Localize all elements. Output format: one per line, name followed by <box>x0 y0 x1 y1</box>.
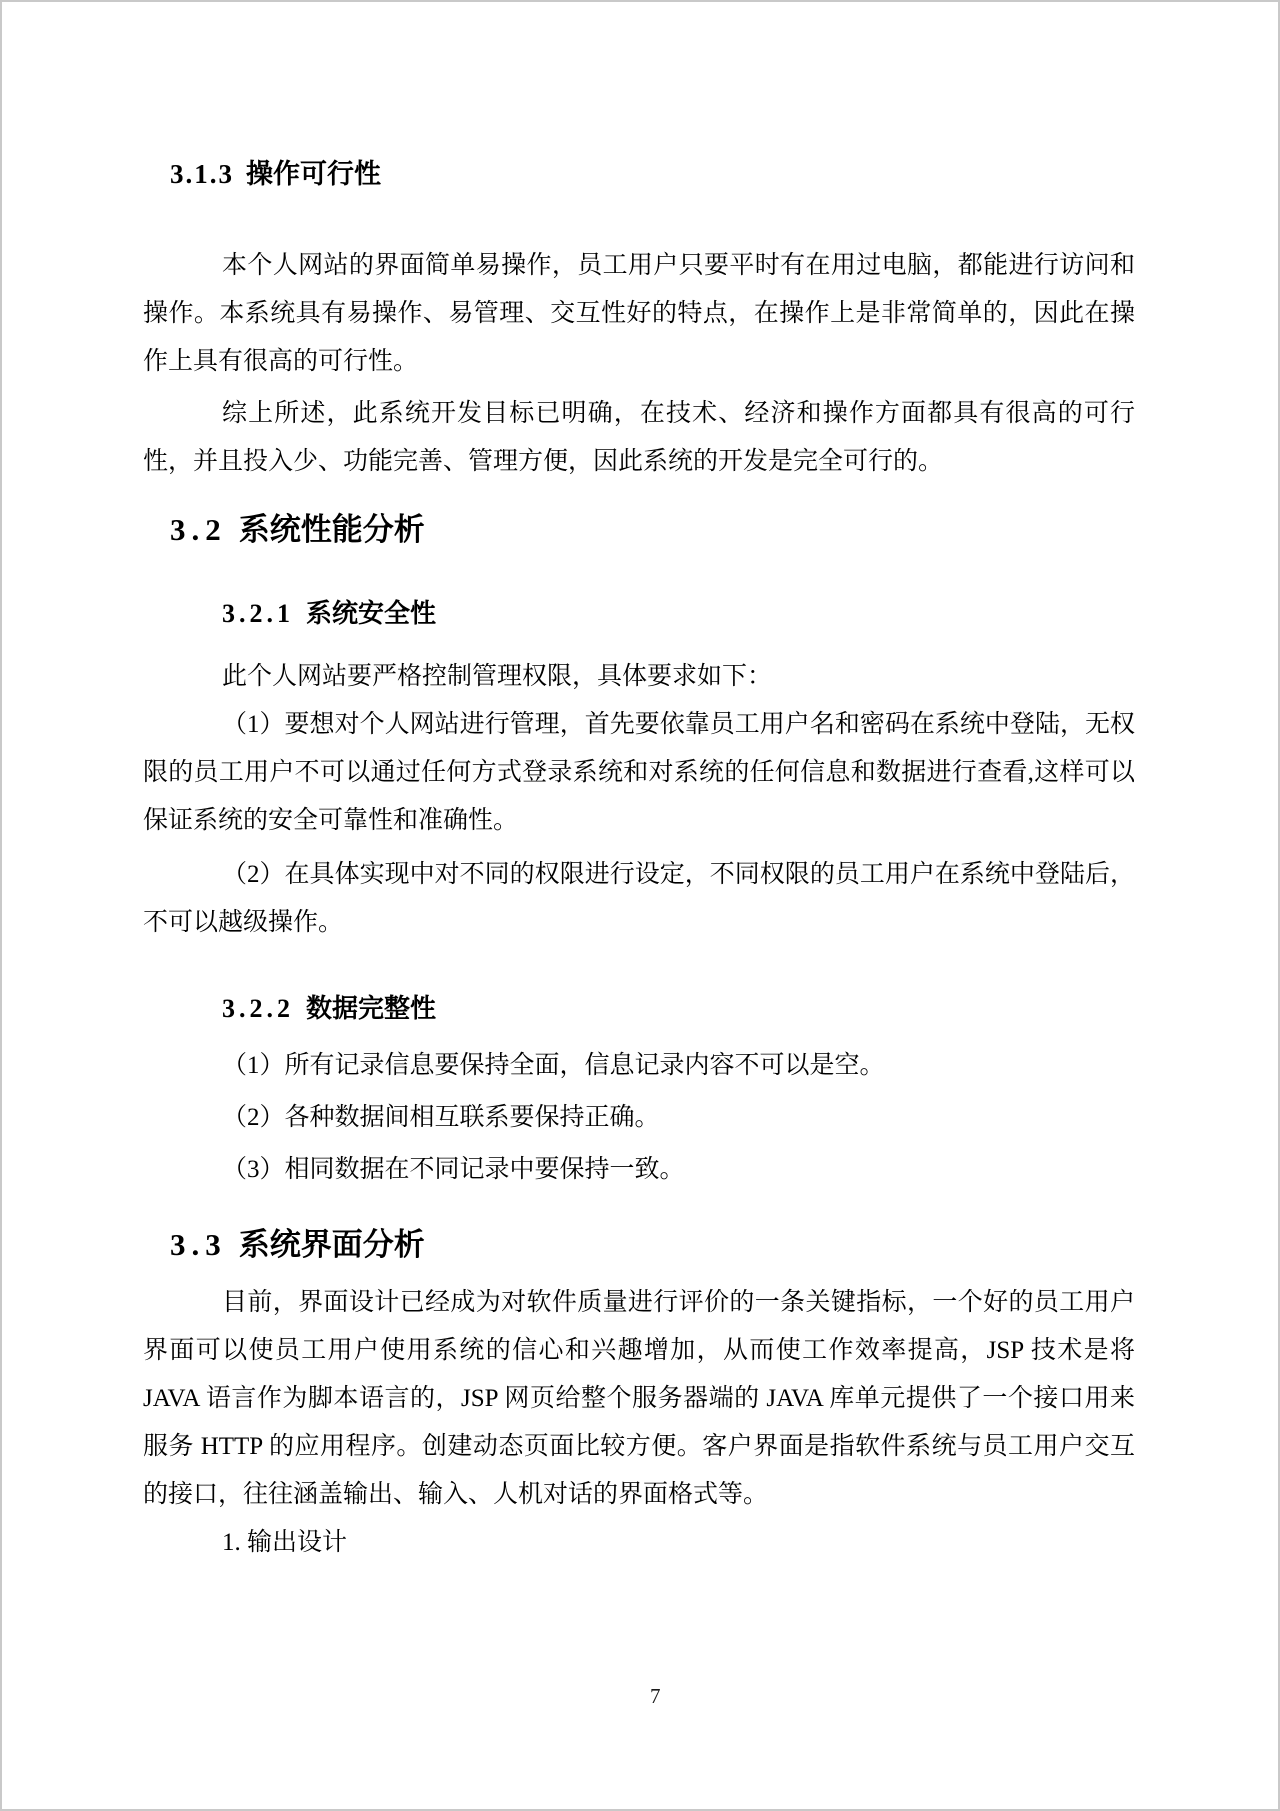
heading-number: 3.2.1 <box>222 599 294 628</box>
heading-label: 系统界面分析 <box>238 1227 425 1262</box>
heading-label: 操作可行性 <box>246 159 381 189</box>
paragraph-security-intro: 此个人网站要严格控制管理权限，具体要求如下： <box>222 663 773 690</box>
heading-label: 系统性能分析 <box>238 512 425 547</box>
paragraph-operation-feasibility-1: 本个人网站的界面简单易操作，员工用户只要平时有在用过电脑，都能进行访问和操作。本系统具有易操作、易管理、交互性好的特点，在操作上是非常简单的，因此在操作上具有很高的可行性。 <box>143 252 1135 375</box>
paragraph-operation-feasibility-2: 综上所述，此系统开发目标已明确，在技术、经济和操作方面都具有很高的可行性，并且投入少、功能完善、管理方便，因此系统的开发是完全可行的。 <box>143 400 1135 475</box>
heading-number: 3.1.3 <box>170 159 234 189</box>
paragraph-security-item-1: （1）要想对个人网站进行管理，首先要依靠员工用户名和密码在系统中登陆，无权限的员工用户不可以通过任何方式登录系统和对系统的任何信息和数据进行查看,这样可以保证系统的安全可靠性和准确性。 <box>143 711 1135 834</box>
heading-3-2-2 <box>222 993 436 1024</box>
heading-label: 数据完整性 <box>306 993 437 1023</box>
heading-number: 3.2 <box>170 512 227 547</box>
paragraph-ui-analysis: 目前，界面设计已经成为对软件质量进行评价的一条关键指标，一个好的员工用户界面可以使员工用户使用系统的信心和兴趣增加，从而使工作效率提高，JSP 技术是将 JAVA 语言作为脚本语言的，JSP 网页给整个服务器端的 JAVA 库单元提供了一个接口用来服务 HTTP 的应用程序。创建动态页面比较方便。客户界面是指软件系统与员工用户交互的接口，往往涵盖输出、输入、人机对话的界面格式等。 <box>143 1289 1135 1508</box>
paragraph-output-design-label: 1. 输出设计 <box>222 1529 348 1556</box>
paragraph-security-item-2: （2）在具体实现中对不同的权限进行设定，不同权限的员工用户在系统中登陆后，不可以越级操作。 <box>143 861 1135 936</box>
heading-3-2-1 <box>222 598 436 629</box>
heading-number: 3.3 <box>170 1227 227 1262</box>
heading-3-2 <box>170 512 425 548</box>
paragraph-integrity-item-2: （2）各种数据间相互联系要保持正确。 <box>222 1104 660 1131</box>
page-number: 7 <box>650 1684 661 1708</box>
paragraph-integrity-item-3: （3）相同数据在不同记录中要保持一致。 <box>222 1156 685 1183</box>
heading-3-1-3 <box>170 158 381 190</box>
paragraph-integrity-item-1: （1）所有记录信息要保持全面，信息记录内容不可以是空。 <box>222 1052 885 1079</box>
heading-3-3 <box>170 1227 425 1263</box>
heading-label: 系统安全性 <box>306 598 437 628</box>
heading-number: 3.2.2 <box>222 994 294 1023</box>
